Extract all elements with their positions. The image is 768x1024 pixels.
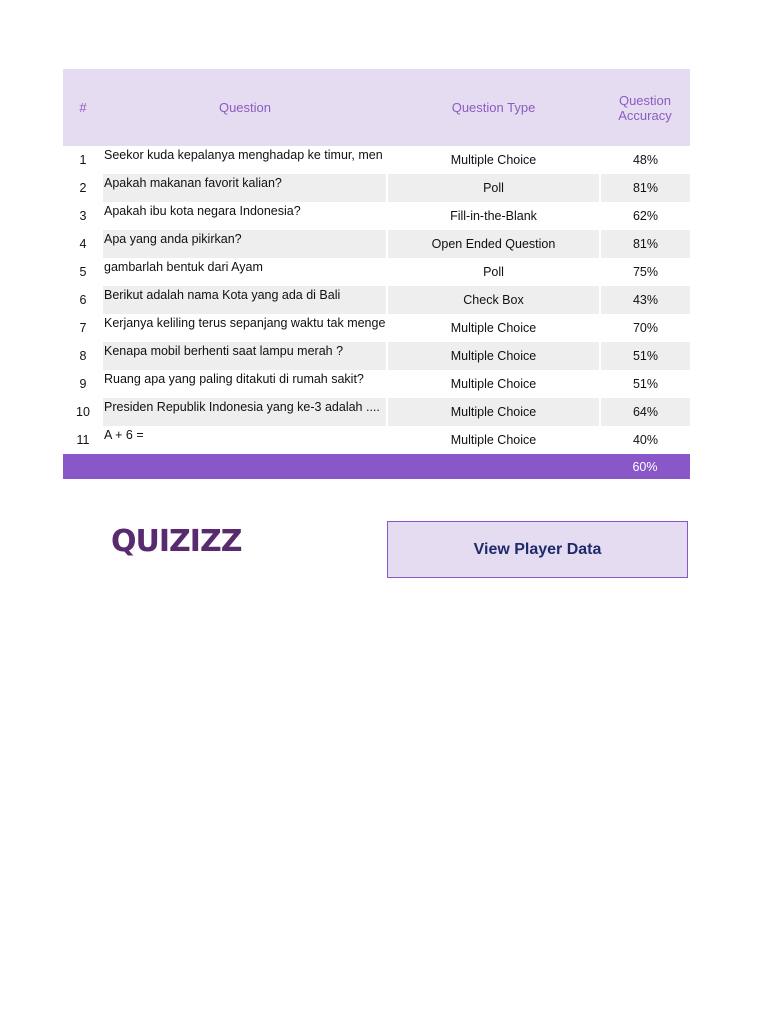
row-question: Apa yang anda pikirkan?	[103, 230, 387, 258]
row-question-type: Multiple Choice	[387, 398, 600, 426]
row-question-type: Multiple Choice	[387, 146, 600, 174]
header-number: #	[63, 69, 103, 146]
row-accuracy: 48%	[600, 146, 690, 174]
row-number: 2	[79, 181, 87, 195]
row-question-type: Multiple Choice	[387, 370, 600, 398]
row-number: 9	[79, 377, 87, 391]
table-header-row	[63, 69, 690, 146]
table-row	[63, 230, 690, 258]
row-accuracy: 75%	[600, 258, 690, 286]
table-row	[63, 286, 690, 314]
row-question: gambarlah bentuk dari Ayam	[104, 260, 263, 274]
row-number: 6	[79, 293, 87, 307]
row-question: Apakah makanan favorit kalian?	[103, 174, 387, 202]
table-row	[63, 174, 690, 202]
table-row	[63, 426, 690, 454]
table-row	[63, 258, 690, 286]
table-row	[63, 398, 690, 426]
row-question-type: Multiple Choice	[387, 342, 600, 370]
row-question: Berikut adalah nama Kota yang ada di Bali	[103, 286, 387, 314]
row-accuracy: 81%	[600, 230, 690, 258]
table-row	[63, 202, 690, 230]
header-question-accuracy	[600, 69, 690, 146]
row-accuracy: 40%	[600, 426, 690, 454]
header-accuracy-line2: Accuracy	[618, 107, 672, 123]
header-question: Question	[103, 69, 387, 146]
table-row	[63, 342, 690, 370]
question-report-table	[63, 69, 690, 479]
row-number: 1	[79, 153, 87, 167]
row-number: 5	[79, 265, 87, 279]
row-question: Ruang apa yang paling ditakuti di rumah sakit?	[104, 372, 364, 386]
quizizz-logo: QUIZIZZ	[111, 524, 242, 559]
total-row	[63, 454, 690, 479]
row-number: 7	[79, 321, 87, 335]
row-question-type: Poll	[387, 174, 600, 202]
header-question-type: Question Type	[387, 69, 600, 146]
row-accuracy: 70%	[600, 314, 690, 342]
row-question: Kerjanya keliling terus sepanjang waktu tak menge	[104, 316, 386, 330]
row-accuracy: 43%	[600, 286, 690, 314]
row-accuracy: 51%	[600, 370, 690, 398]
row-question: A + 6 =	[104, 428, 144, 442]
table-row	[63, 146, 690, 174]
row-question: Apakah ibu kota negara Indonesia?	[104, 204, 301, 218]
row-question-type: Open Ended Question	[387, 230, 600, 258]
table-row	[63, 370, 690, 398]
row-number: 11	[76, 433, 90, 447]
row-number: 4	[79, 237, 87, 251]
row-question-type: Fill-in-the-Blank	[387, 202, 600, 230]
row-question: Presiden Republik Indonesia yang ke-3 adalah ....	[103, 398, 387, 426]
row-question: Seekor kuda kepalanya menghadap ke timur, men	[104, 148, 383, 162]
row-question-type: Multiple Choice	[387, 426, 600, 454]
header-accuracy-line1: Question	[618, 92, 672, 108]
row-accuracy: 64%	[600, 398, 690, 426]
view-player-data-button[interactable]: View Player Data	[387, 521, 688, 578]
row-accuracy: 62%	[600, 202, 690, 230]
row-accuracy: 81%	[600, 174, 690, 202]
row-question-type: Poll	[387, 258, 600, 286]
row-number: 10	[76, 405, 90, 419]
row-question: Kenapa mobil berhenti saat lampu merah ?	[103, 342, 387, 370]
row-number: 8	[79, 349, 87, 363]
row-number: 3	[79, 209, 87, 223]
total-accuracy: 60%	[600, 454, 690, 479]
row-accuracy: 51%	[600, 342, 690, 370]
row-question-type: Multiple Choice	[387, 314, 600, 342]
table-row	[63, 314, 690, 342]
row-question-type: Check Box	[387, 286, 600, 314]
